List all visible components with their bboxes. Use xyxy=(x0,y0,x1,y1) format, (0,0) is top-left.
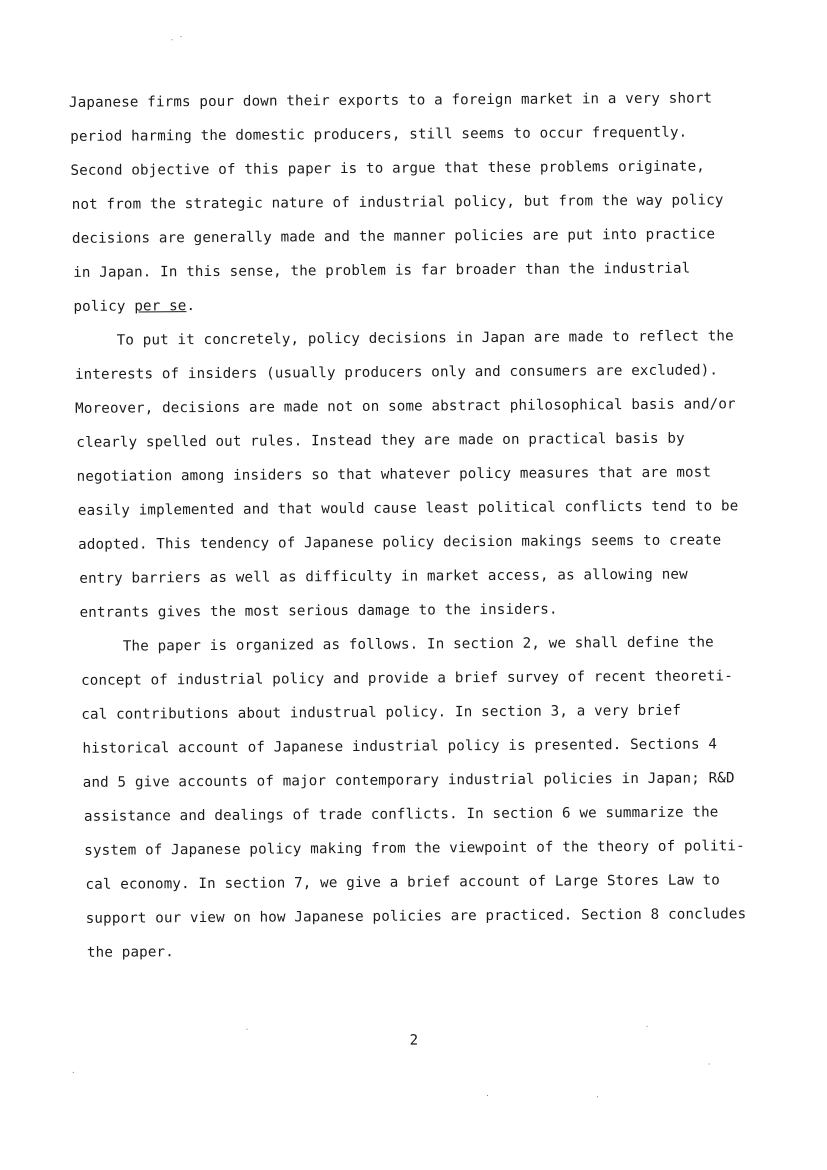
scan-speck xyxy=(246,1029,247,1030)
paragraph-3-line-1: The paper is organized as follows. In section 2, we shall define the xyxy=(122,634,714,655)
paragraph-1-line-3: Second objective of this paper is to argue that these problems originate, xyxy=(70,158,706,179)
page-number: 2 xyxy=(409,1032,419,1049)
paragraph-2-line-9: entrants gives the most serious damage to the insiders. xyxy=(79,601,558,621)
paragraph-1-line-7-pre: policy xyxy=(73,298,135,315)
scan-speck xyxy=(73,1072,74,1073)
paragraph-2-line-5: negotiation among insiders so that whatever policy measures that are most xyxy=(76,464,712,485)
paragraph-1-line-1: Japanese firms pour down their exports to a foreign market in a very short xyxy=(68,90,713,111)
paragraph-3-line-4: historical account of Japanese industrial policy is presented. Sections 4 xyxy=(82,736,718,757)
paragraph-1-line-5: decisions are generally made and the manner policies are put into practice xyxy=(71,226,716,247)
paragraph-3-line-3: cal contributions about industrual policy. In section 3, a very brief xyxy=(81,702,682,723)
emphasis-per-se: per se xyxy=(134,298,187,315)
paragraph-3-line-8: cal economy. In section 7, we give a brief account of Large Stores Law to xyxy=(85,872,721,893)
paragraph-2-line-3: Moreover, decisions are made not on some abstract philosophical basis and/or xyxy=(75,396,736,417)
paragraph-3-line-7: system of Japanese policy making from the viewpoint of the theory of politi- xyxy=(84,838,745,859)
scan-speck xyxy=(597,1096,598,1097)
paragraph-2-line-4: clearly spelled out rules. Instead they are made on practical basis by xyxy=(76,430,685,451)
paragraph-2-line-6: easily implemented and that would cause least political conflicts tend to be xyxy=(77,498,739,519)
paragraph-3-line-10: the paper. xyxy=(86,944,174,961)
paragraph-3-line-5: and 5 give accounts of major contemporary industrial policies in Japan; R&D xyxy=(82,770,735,791)
scan-speck xyxy=(487,1095,488,1096)
paragraph-2-line-2: interests of insiders (usually producers only and consumers are excluded). xyxy=(74,362,719,383)
paragraph-1-line-2: period harming the domestic producers, still seems to occur frequently. xyxy=(70,124,688,145)
paragraph-2-line-7: adopted. This tendency of Japanese policy decision makings seems to create xyxy=(78,532,722,553)
scan-speck xyxy=(172,39,173,40)
paragraph-1-line-7 xyxy=(73,299,195,314)
paragraph-3-line-6: assistance and dealings of trade conflicts. In section 6 we summarize the xyxy=(83,804,719,825)
scan-speck xyxy=(646,1026,647,1027)
paragraph-1-line-7-post: . xyxy=(186,298,196,315)
paragraph-2-line-1: To put it concretely, policy decisions in Japan are made to reflect the xyxy=(116,328,734,349)
paragraph-3-line-9: support our view on how Japanese policies are practiced. Section 8 concludes xyxy=(85,906,747,927)
paragraph-1-line-6: in Japan. In this sense, the problem is far broader than the industrial xyxy=(73,260,691,281)
paragraph-1-line-4: not from the strategic nature of industrial policy, but from the way policy xyxy=(71,192,724,213)
paragraph-2-line-8: entry barriers as well as difficulty in market access, as allowing new xyxy=(79,566,688,587)
paragraph-3-line-2: concept of industrial policy and provide a brief survey of recent theoreti- xyxy=(80,668,733,689)
scan-speck xyxy=(709,1063,710,1064)
scan-speck xyxy=(181,36,182,37)
